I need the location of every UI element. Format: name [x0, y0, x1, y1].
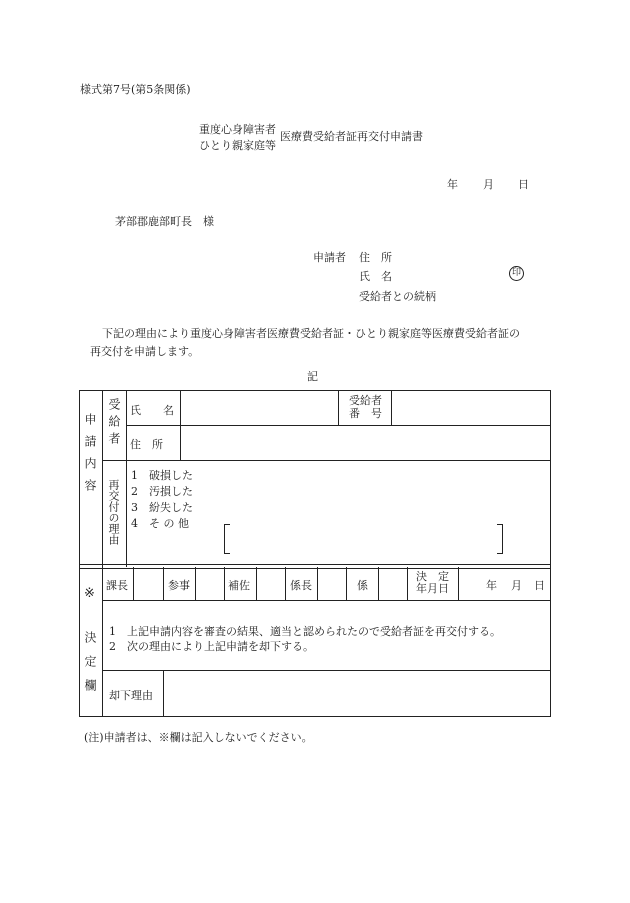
decision-option-1[interactable]: 1 上記申請内容を審査の結果、適当と認められたので受給者証を再交付する。 [109, 625, 501, 638]
stamp-box-hosa[interactable] [257, 568, 285, 600]
reject-reason-label: 却下理由 [109, 689, 153, 702]
relation-label: 受給者との続柄 [359, 290, 436, 303]
reject-reason-field[interactable] [164, 671, 550, 716]
applicant-name-label: 氏 名 [359, 270, 392, 283]
reason-4[interactable]: 4 そ の 他 [131, 517, 189, 530]
applicant-label: 申請者 [313, 251, 346, 264]
seal-mark: 印 [509, 266, 524, 281]
date-day-label: 日 [518, 178, 529, 191]
reason-3[interactable]: 3 紛失した [131, 501, 193, 514]
number-field-label-1: 受給者 [349, 394, 382, 407]
recipient-label: 受給者 [107, 398, 121, 449]
date-month-label: 月 [483, 178, 494, 191]
role-label-sanji: 参事 [168, 579, 190, 592]
address-field-label: 住 所 [130, 438, 163, 451]
role-label-kakaricho: 係長 [290, 579, 312, 592]
decision-date-label-2: 年月日 [416, 582, 449, 595]
other-bracket-right [497, 524, 503, 554]
section-label-decision: 決定欄 [83, 631, 97, 703]
reference-mark: ※ [84, 586, 95, 601]
decision-option-2[interactable]: 2 次の理由により上記申請を却下する。 [109, 640, 314, 653]
footnote: (注)申請者は、※欄は記入しないでください。 [84, 731, 313, 744]
reason-label: 再交付の理由 [107, 479, 120, 545]
stamp-box-kakaricho[interactable] [318, 568, 346, 600]
decision-date-label-1: 決 定 [416, 570, 449, 583]
applicant-address-label: 住 所 [359, 251, 392, 264]
decision-month-label: 月 [511, 579, 522, 592]
decision-year-label: 年 [486, 579, 497, 592]
number-field[interactable] [392, 391, 550, 425]
role-label-hosa: 補佐 [228, 579, 250, 592]
form-number: 様式第7号(第5条関係) [80, 83, 191, 96]
ki-label: 記 [307, 370, 318, 383]
stamp-box-kacho[interactable] [134, 568, 163, 600]
section-label-application: 申請内容 [83, 413, 97, 501]
date-year-label: 年 [447, 178, 458, 191]
reason-1[interactable]: 1 破損した [131, 469, 193, 482]
role-label-kacho: 課長 [106, 579, 128, 592]
body-line-1: 下記の理由により重度心身障害者医療費受給者証・ひとり親家庭等医療費受給者証の [102, 327, 520, 340]
stamp-box-kakari[interactable] [379, 568, 407, 600]
address-field[interactable] [181, 426, 550, 460]
reason-2[interactable]: 2 汚損した [131, 485, 193, 498]
role-label-kakari: 係 [357, 579, 368, 592]
title-line-2: ひとり親家庭等 [199, 139, 276, 152]
name-field-label: 氏 名 [130, 404, 174, 417]
decision-day-label: 日 [534, 579, 545, 592]
other-bracket-left [224, 524, 230, 554]
title-main: 医療費受給者証再交付申請書 [280, 130, 423, 143]
title-line-1: 重度心身障害者 [199, 123, 276, 136]
name-field[interactable] [181, 391, 337, 425]
addressee: 茅部郡鹿部町長 様 [115, 215, 214, 228]
other-reason-field[interactable] [232, 524, 494, 552]
number-field-label-2: 番 号 [349, 407, 382, 420]
body-line-2: 再交付を申請します。 [90, 345, 200, 358]
stamp-box-sanji[interactable] [196, 568, 224, 600]
